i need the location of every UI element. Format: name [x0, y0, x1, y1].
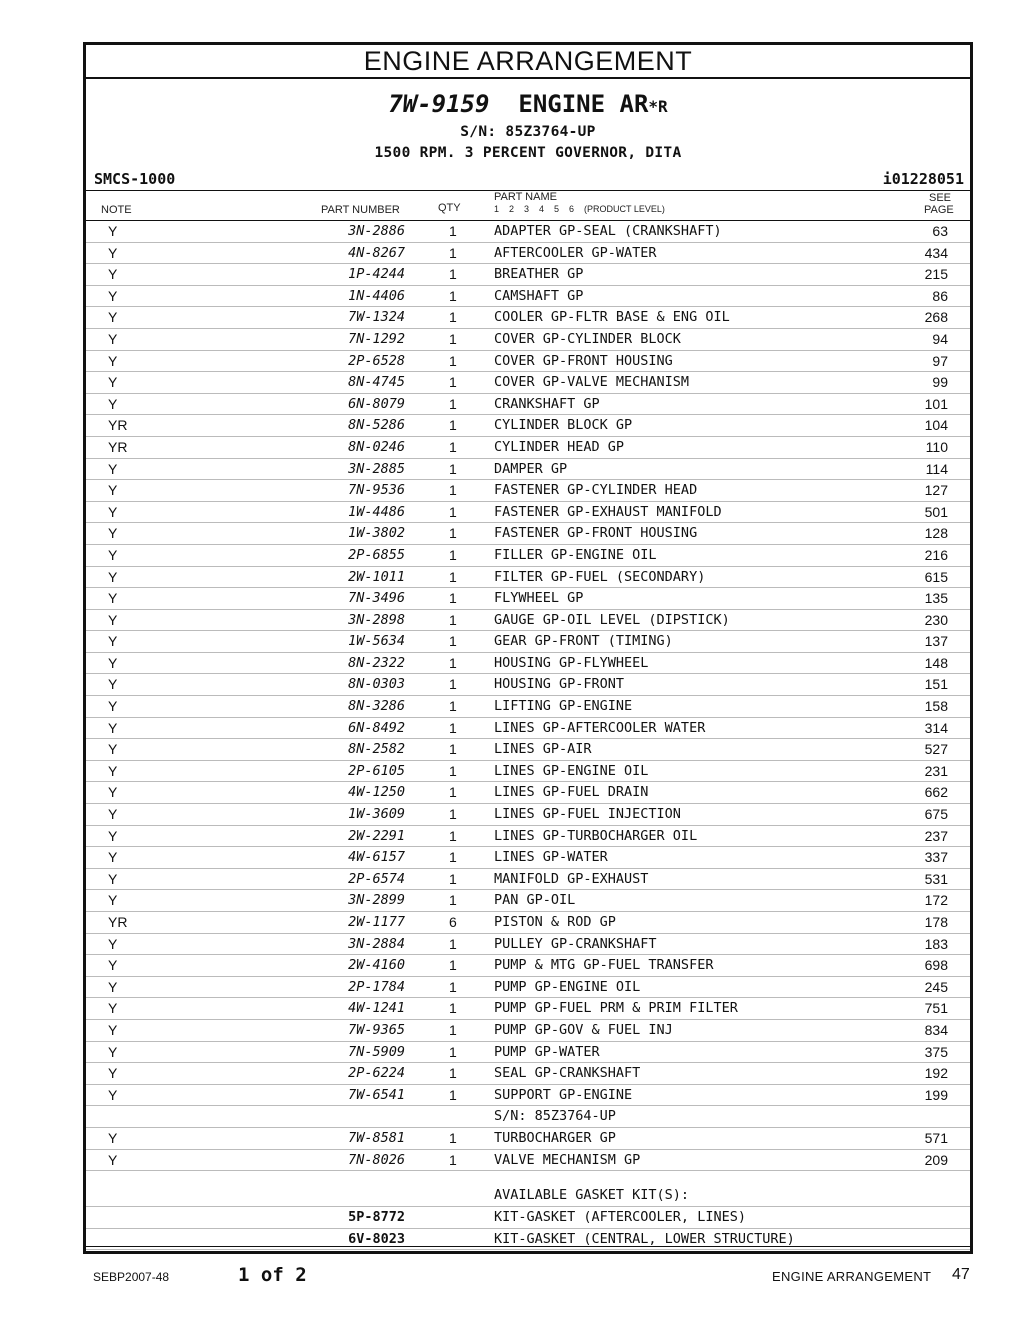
see-page-cell: 178 [924, 914, 948, 930]
column-header [86, 191, 970, 221]
part-number-cell: 8N-3286 [348, 698, 405, 715]
qty-cell: 1 [449, 827, 457, 844]
footer-page-number: 47 [952, 1266, 970, 1283]
note-cell: Y [108, 1151, 118, 1168]
note-cell: Y [108, 374, 118, 391]
see-page-cell: 245 [924, 978, 948, 995]
qty-cell: 1 [449, 935, 457, 952]
qty-cell: 1 [449, 590, 457, 607]
note-cell: Y [108, 503, 118, 520]
part-number-cell: 2W-4160 [348, 957, 405, 974]
see-page-cell: 268 [924, 309, 948, 326]
see-page-cell: 698 [924, 957, 948, 974]
table-row [86, 459, 970, 481]
qty-cell: 1 [449, 1129, 457, 1146]
part-number-cell: 8N-4745 [348, 374, 405, 391]
table-row [86, 480, 970, 502]
see-page-cell: 148 [924, 654, 948, 671]
note-cell: Y [108, 266, 118, 283]
qty-cell: 1 [449, 1043, 457, 1060]
see-page-cell: 662 [924, 784, 948, 801]
part-number-cell: 5P-8772 [348, 1209, 405, 1226]
part-name-cell: COVER GP-FRONT HOUSING [494, 352, 673, 369]
part-number-cell: 7N-3496 [348, 590, 405, 607]
table-row [86, 567, 970, 589]
part-name-cell: PUMP GP-WATER [494, 1043, 600, 1060]
part-number-cell: 6N-8079 [348, 395, 405, 412]
serial-range: S/N: 85Z3764-UP [460, 124, 596, 140]
qty-cell: 1 [449, 654, 457, 671]
see-page-cell: 128 [924, 525, 948, 542]
part-name-cell: FASTENER GP-EXHAUST MANIFOLD [494, 503, 722, 520]
part-name-cell: S/N: 85Z3764-UP [494, 1108, 616, 1125]
table-row [86, 545, 970, 567]
note-cell: Y [108, 1065, 118, 1082]
qty-cell: 1 [449, 503, 457, 520]
note-cell: Y [108, 719, 118, 736]
table-row [86, 761, 970, 783]
table-row [86, 394, 970, 416]
note-cell: Y [108, 525, 118, 542]
part-number-cell: 7N-1292 [348, 330, 405, 347]
note-cell: Y [108, 978, 118, 995]
part-number-cell: 8N-0303 [348, 676, 405, 693]
part-name-cell: CYLINDER HEAD GP [494, 438, 625, 455]
see-page-cell: 216 [924, 546, 948, 563]
part-number-cell: 2W-2291 [348, 827, 405, 844]
see-page-cell: 135 [924, 590, 948, 607]
table-row [86, 653, 970, 675]
see-page-cell: 199 [924, 1086, 948, 1103]
qty-cell: 1 [449, 1086, 457, 1103]
qty-cell: 1 [449, 266, 457, 283]
table-end-rule [86, 1246, 970, 1247]
part-name-cell: FASTENER GP-CYLINDER HEAD [494, 482, 698, 499]
see-page-cell: 97 [932, 352, 948, 369]
part-number-cell: 1P-4244 [348, 266, 405, 283]
title-block [86, 89, 970, 164]
table-row [86, 674, 970, 696]
see-page-cell: 183 [924, 935, 948, 952]
part-name-cell: LINES GP-FUEL DRAIN [494, 784, 649, 801]
part-name-cell: DAMPER GP [494, 460, 568, 477]
part-name-cell: LINES GP-FUEL INJECTION [494, 806, 681, 823]
note-cell: Y [108, 633, 118, 650]
qty-cell: 1 [449, 223, 457, 239]
note-cell: Y [108, 1086, 118, 1103]
qty-cell: 1 [449, 762, 457, 779]
parts-list [86, 221, 970, 1250]
table-row [86, 588, 970, 610]
table-row [86, 718, 970, 740]
part-number-cell: 2W-1177 [348, 914, 405, 930]
qty-cell: 1 [449, 395, 457, 412]
part-name-cell: VALVE MECHANISM GP [494, 1151, 641, 1168]
see-page-cell: 101 [924, 395, 948, 412]
table-row [86, 782, 970, 804]
qty-cell: 1 [449, 352, 457, 369]
part-heading [86, 89, 970, 122]
see-page-cell: 94 [932, 330, 948, 347]
table-row [86, 1085, 970, 1107]
table-row [86, 977, 970, 999]
table-row [86, 1128, 970, 1150]
part-name-cell: CYLINDER BLOCK GP [494, 417, 633, 434]
part-number-cell: 8N-2322 [348, 654, 405, 671]
note-cell: Y [108, 352, 118, 369]
part-number-cell: 7N-5909 [348, 1043, 405, 1060]
table-row [86, 1063, 970, 1085]
qty-cell: 1 [449, 546, 457, 563]
see-page-cell: 110 [925, 438, 948, 455]
table-row [86, 1229, 970, 1251]
table-row [86, 739, 970, 761]
part-name-cell: GAUGE GP-OIL LEVEL (DIPSTICK) [494, 611, 730, 628]
part-name-cell: FILLER GP-ENGINE OIL [494, 546, 657, 563]
qty-cell: 1 [449, 330, 457, 347]
part-number-cell: 2P-6105 [348, 762, 405, 779]
table-row [86, 329, 970, 351]
table-row [86, 890, 970, 912]
table-row [86, 243, 970, 265]
part-number-cell: 1W-3609 [348, 806, 405, 823]
part-name-cell: FILTER GP-FUEL (SECONDARY) [494, 568, 706, 585]
arrangement-description: 1500 RPM. 3 PERCENT GOVERNOR, DITA [374, 145, 682, 161]
see-page-cell: 237 [924, 827, 948, 844]
part-number-cell: 8N-0246 [348, 438, 405, 455]
see-page-cell: 127 [924, 482, 948, 499]
part-number-cell: 7W-8581 [348, 1129, 405, 1146]
part-number-cell: 1W-5634 [348, 633, 405, 650]
table-row [86, 610, 970, 632]
part-name-cell: PUMP GP-ENGINE OIL [494, 978, 641, 995]
part-name-cell: COVER GP-VALVE MECHANISM [494, 374, 690, 391]
part-name-cell: KIT-GASKET (AFTERCOOLER, LINES) [494, 1209, 746, 1226]
heading-part-name: ENGINE AR [518, 90, 649, 118]
part-number-cell: 8N-5286 [348, 417, 405, 434]
note-cell: Y [108, 309, 118, 326]
see-page-cell: 192 [924, 1065, 948, 1082]
see-page-cell: 615 [924, 568, 948, 585]
see-page-cell: 501 [924, 503, 948, 520]
part-name-cell: LIFTING GP-ENGINE [494, 698, 633, 715]
part-number-cell: 3N-2898 [348, 611, 405, 628]
table-row [86, 1171, 970, 1207]
part-name-cell: LINES GP-AIR [494, 741, 592, 758]
part-name-cell: LINES GP-WATER [494, 849, 608, 866]
col-page: PAGE [924, 204, 954, 216]
part-number-cell: 4W-1241 [348, 1000, 405, 1017]
col-part-number: PART NUMBER [321, 204, 400, 216]
qty-cell: 1 [449, 1065, 457, 1082]
note-cell: Y [108, 1129, 118, 1146]
col-part-name: PART NAME [494, 191, 557, 203]
part-name-cell: ADAPTER GP-SEAL (CRANKSHAFT) [494, 223, 722, 239]
part-number-cell: 2W-1011 [348, 568, 405, 585]
part-name-cell: BREATHER GP [494, 266, 584, 283]
see-page-cell: 434 [924, 244, 948, 261]
qty-cell: 1 [449, 957, 457, 974]
qty-cell: 1 [449, 849, 457, 866]
see-page-cell: 151 [924, 676, 948, 693]
qty-cell: 1 [449, 784, 457, 801]
part-number-cell: 7W-1324 [348, 309, 405, 326]
table-row [86, 696, 970, 718]
part-name-cell: PUMP GP-GOV & FUEL INJ [494, 1021, 673, 1038]
table-row [86, 1207, 970, 1229]
note-cell: Y [108, 784, 118, 801]
part-number-cell: 3N-2886 [348, 223, 405, 239]
qty-cell: 1 [449, 438, 457, 455]
part-number-cell: 7N-8026 [348, 1151, 405, 1168]
see-page-cell: 137 [924, 633, 948, 650]
table-row [86, 437, 970, 459]
note-cell: Y [108, 892, 118, 909]
note-cell: Y [108, 546, 118, 563]
heading-modifier: *R [648, 97, 668, 116]
footer-section: ENGINE ARRANGEMENT [772, 1269, 932, 1284]
note-cell: Y [108, 223, 118, 239]
table-row [86, 631, 970, 653]
meta-row [86, 168, 970, 191]
part-name-cell: COOLER GP-FLTR BASE & ENG OIL [494, 309, 730, 326]
qty-cell: 1 [449, 1151, 457, 1168]
table-row [86, 264, 970, 286]
part-number-cell: 4W-6157 [348, 849, 405, 866]
qty-cell: 6 [449, 914, 457, 930]
see-page-cell: 751 [924, 1000, 948, 1017]
qty-cell: 1 [449, 741, 457, 758]
qty-cell: 1 [449, 309, 457, 326]
note-cell: Y [108, 330, 118, 347]
table-row [86, 804, 970, 826]
part-name-cell: PUMP GP-FUEL PRM & PRIM FILTER [494, 1000, 738, 1017]
footer-doc-id: SEBP2007-48 [93, 1270, 170, 1284]
table-row [86, 351, 970, 373]
see-page-cell: 209 [924, 1151, 948, 1168]
table-row [86, 847, 970, 869]
part-number-cell: 2P-6528 [348, 352, 405, 369]
col-see: SEE [929, 192, 952, 204]
part-number-cell: 3N-2884 [348, 935, 405, 952]
table-row [86, 286, 970, 308]
table-row [86, 912, 970, 934]
info-id: i01228051 [882, 170, 964, 188]
part-number-cell: 7W-9365 [348, 1021, 405, 1038]
note-cell: Y [108, 762, 118, 779]
see-page-cell: 531 [924, 870, 948, 887]
part-name-cell: SUPPORT GP-ENGINE [494, 1086, 633, 1103]
note-cell: Y [108, 849, 118, 866]
part-name-cell: LINES GP-AFTERCOOLER WATER [494, 719, 706, 736]
part-name-cell: TURBOCHARGER GP [494, 1129, 616, 1146]
qty-cell: 1 [449, 870, 457, 887]
see-page-cell: 675 [924, 806, 948, 823]
section-title: ENGINE ARRANGEMENT [86, 45, 970, 79]
page-frame [83, 42, 973, 1254]
see-page-cell: 337 [924, 849, 948, 866]
table-row [86, 1020, 970, 1042]
see-page-cell: 314 [924, 719, 948, 736]
qty-cell: 1 [449, 287, 457, 304]
note-cell: YR [108, 914, 128, 930]
note-cell: Y [108, 827, 118, 844]
qty-cell: 1 [449, 374, 457, 391]
part-name-cell: COVER GP-CYLINDER BLOCK [494, 330, 681, 347]
table-row [86, 523, 970, 545]
note-cell: Y [108, 287, 118, 304]
part-name-cell: LINES GP-TURBOCHARGER OIL [494, 827, 698, 844]
note-cell: Y [108, 1000, 118, 1017]
table-row [86, 372, 970, 394]
see-page-cell: 86 [932, 287, 948, 304]
note-cell: Y [108, 611, 118, 628]
see-page-cell: 230 [924, 611, 948, 628]
note-cell: Y [108, 482, 118, 499]
note-cell: Y [108, 698, 118, 715]
see-page-cell: 215 [924, 266, 948, 283]
qty-cell: 1 [449, 698, 457, 715]
part-number-cell: 2P-1784 [348, 978, 405, 995]
qty-cell: 1 [449, 482, 457, 499]
table-row [86, 826, 970, 848]
qty-cell: 1 [449, 568, 457, 585]
qty-cell: 1 [449, 1021, 457, 1038]
part-number-cell: 7N-9536 [348, 482, 405, 499]
table-row [86, 221, 970, 243]
col-note: NOTE [101, 204, 132, 216]
qty-cell: 1 [449, 676, 457, 693]
table-row [86, 502, 970, 524]
qty-cell: 1 [449, 978, 457, 995]
part-name-cell: SEAL GP-CRANKSHAFT [494, 1065, 641, 1082]
part-number-cell: 2P-6574 [348, 870, 405, 887]
heading-part-number: 7W-9159 [388, 90, 490, 118]
table-row [86, 998, 970, 1020]
qty-cell: 1 [449, 719, 457, 736]
part-name-cell: CRANKSHAFT GP [494, 395, 600, 412]
note-cell: Y [108, 395, 118, 412]
part-number-cell: 4W-1250 [348, 784, 405, 801]
part-number-cell: 6N-8492 [348, 719, 405, 736]
part-name-cell: HOUSING GP-FLYWHEEL [494, 654, 649, 671]
note-cell: Y [108, 460, 118, 477]
note-cell: Y [108, 806, 118, 823]
part-number-cell: 1W-3802 [348, 525, 405, 542]
page-footer [0, 1264, 1020, 1294]
see-page-cell: 63 [932, 223, 948, 239]
col-product-levels: 1 2 3 4 5 6 (PRODUCT LEVEL) [494, 204, 665, 214]
note-cell: Y [108, 568, 118, 585]
part-name-cell: LINES GP-ENGINE OIL [494, 762, 649, 779]
qty-cell: 1 [449, 1000, 457, 1017]
part-number-cell: 2P-6224 [348, 1065, 405, 1082]
col-qty: QTY [438, 202, 461, 214]
smcs-code: SMCS-1000 [94, 170, 176, 188]
part-name-cell: FASTENER GP-FRONT HOUSING [494, 525, 698, 542]
see-page-cell: 114 [925, 460, 948, 477]
note-cell: Y [108, 676, 118, 693]
part-name-cell: PUMP & MTG GP-FUEL TRANSFER [494, 957, 714, 974]
footer-page-of: 1 of 2 [238, 1264, 307, 1286]
table-row [86, 1042, 970, 1064]
qty-cell: 1 [449, 806, 457, 823]
see-page-cell: 172 [924, 892, 948, 909]
note-cell: YR [108, 438, 128, 455]
part-name-cell: PAN GP-OIL [494, 892, 576, 909]
qty-cell: 1 [449, 611, 457, 628]
part-name-cell: PISTON & ROD GP [494, 914, 616, 930]
part-number-cell: 2P-6855 [348, 546, 405, 563]
qty-cell: 1 [449, 633, 457, 650]
part-number-cell: 3N-2899 [348, 892, 405, 909]
part-name-cell: CAMSHAFT GP [494, 287, 584, 304]
table-row [86, 869, 970, 891]
table-row [86, 415, 970, 437]
part-name-cell: AFTERCOOLER GP-WATER [494, 244, 657, 261]
part-number-cell: 1W-4486 [348, 503, 405, 520]
see-page-cell: 104 [924, 417, 948, 434]
part-name-cell: GEAR GP-FRONT (TIMING) [494, 633, 673, 650]
note-cell: Y [108, 244, 118, 261]
note-cell: Y [108, 870, 118, 887]
table-row [86, 1150, 970, 1172]
part-name-cell: KIT-GASKET (CENTRAL, LOWER STRUCTURE) [494, 1230, 795, 1247]
qty-cell: 1 [449, 417, 457, 434]
part-name-cell: PULLEY GP-CRANKSHAFT [494, 935, 657, 952]
note-cell: Y [108, 1043, 118, 1060]
note-cell: Y [108, 654, 118, 671]
see-page-cell: 158 [924, 698, 948, 715]
part-name-cell: HOUSING GP-FRONT [494, 676, 625, 693]
see-page-cell: 834 [924, 1021, 948, 1038]
see-page-cell: 571 [924, 1129, 948, 1146]
note-cell: YR [108, 417, 128, 434]
table-row [86, 307, 970, 329]
note-cell: Y [108, 590, 118, 607]
table-row [86, 934, 970, 956]
part-number-cell: 1N-4406 [348, 287, 405, 304]
note-cell: Y [108, 957, 118, 974]
qty-cell: 1 [449, 244, 457, 261]
part-number-cell: 3N-2885 [348, 460, 405, 477]
table-row [86, 955, 970, 977]
qty-cell: 1 [449, 525, 457, 542]
qty-cell: 1 [449, 892, 457, 909]
part-number-cell: 7W-6541 [348, 1086, 405, 1103]
qty-cell: 1 [449, 460, 457, 477]
part-number-cell: 4N-8267 [348, 244, 405, 261]
part-name-cell: FLYWHEEL GP [494, 590, 584, 607]
part-number-cell: 8N-2582 [348, 741, 405, 758]
part-number-cell: 6V-8023 [348, 1230, 405, 1247]
part-name-cell: MANIFOLD GP-EXHAUST [494, 870, 649, 887]
see-page-cell: 231 [924, 762, 948, 779]
table-row [86, 1106, 970, 1128]
note-cell: Y [108, 741, 118, 758]
part-name-cell: AVAILABLE GASKET KIT(S): [494, 1187, 690, 1204]
see-page-cell: 375 [924, 1043, 948, 1060]
see-page-cell: 527 [924, 741, 948, 758]
note-cell: Y [108, 935, 118, 952]
see-page-cell: 99 [932, 374, 948, 391]
note-cell: Y [108, 1021, 118, 1038]
